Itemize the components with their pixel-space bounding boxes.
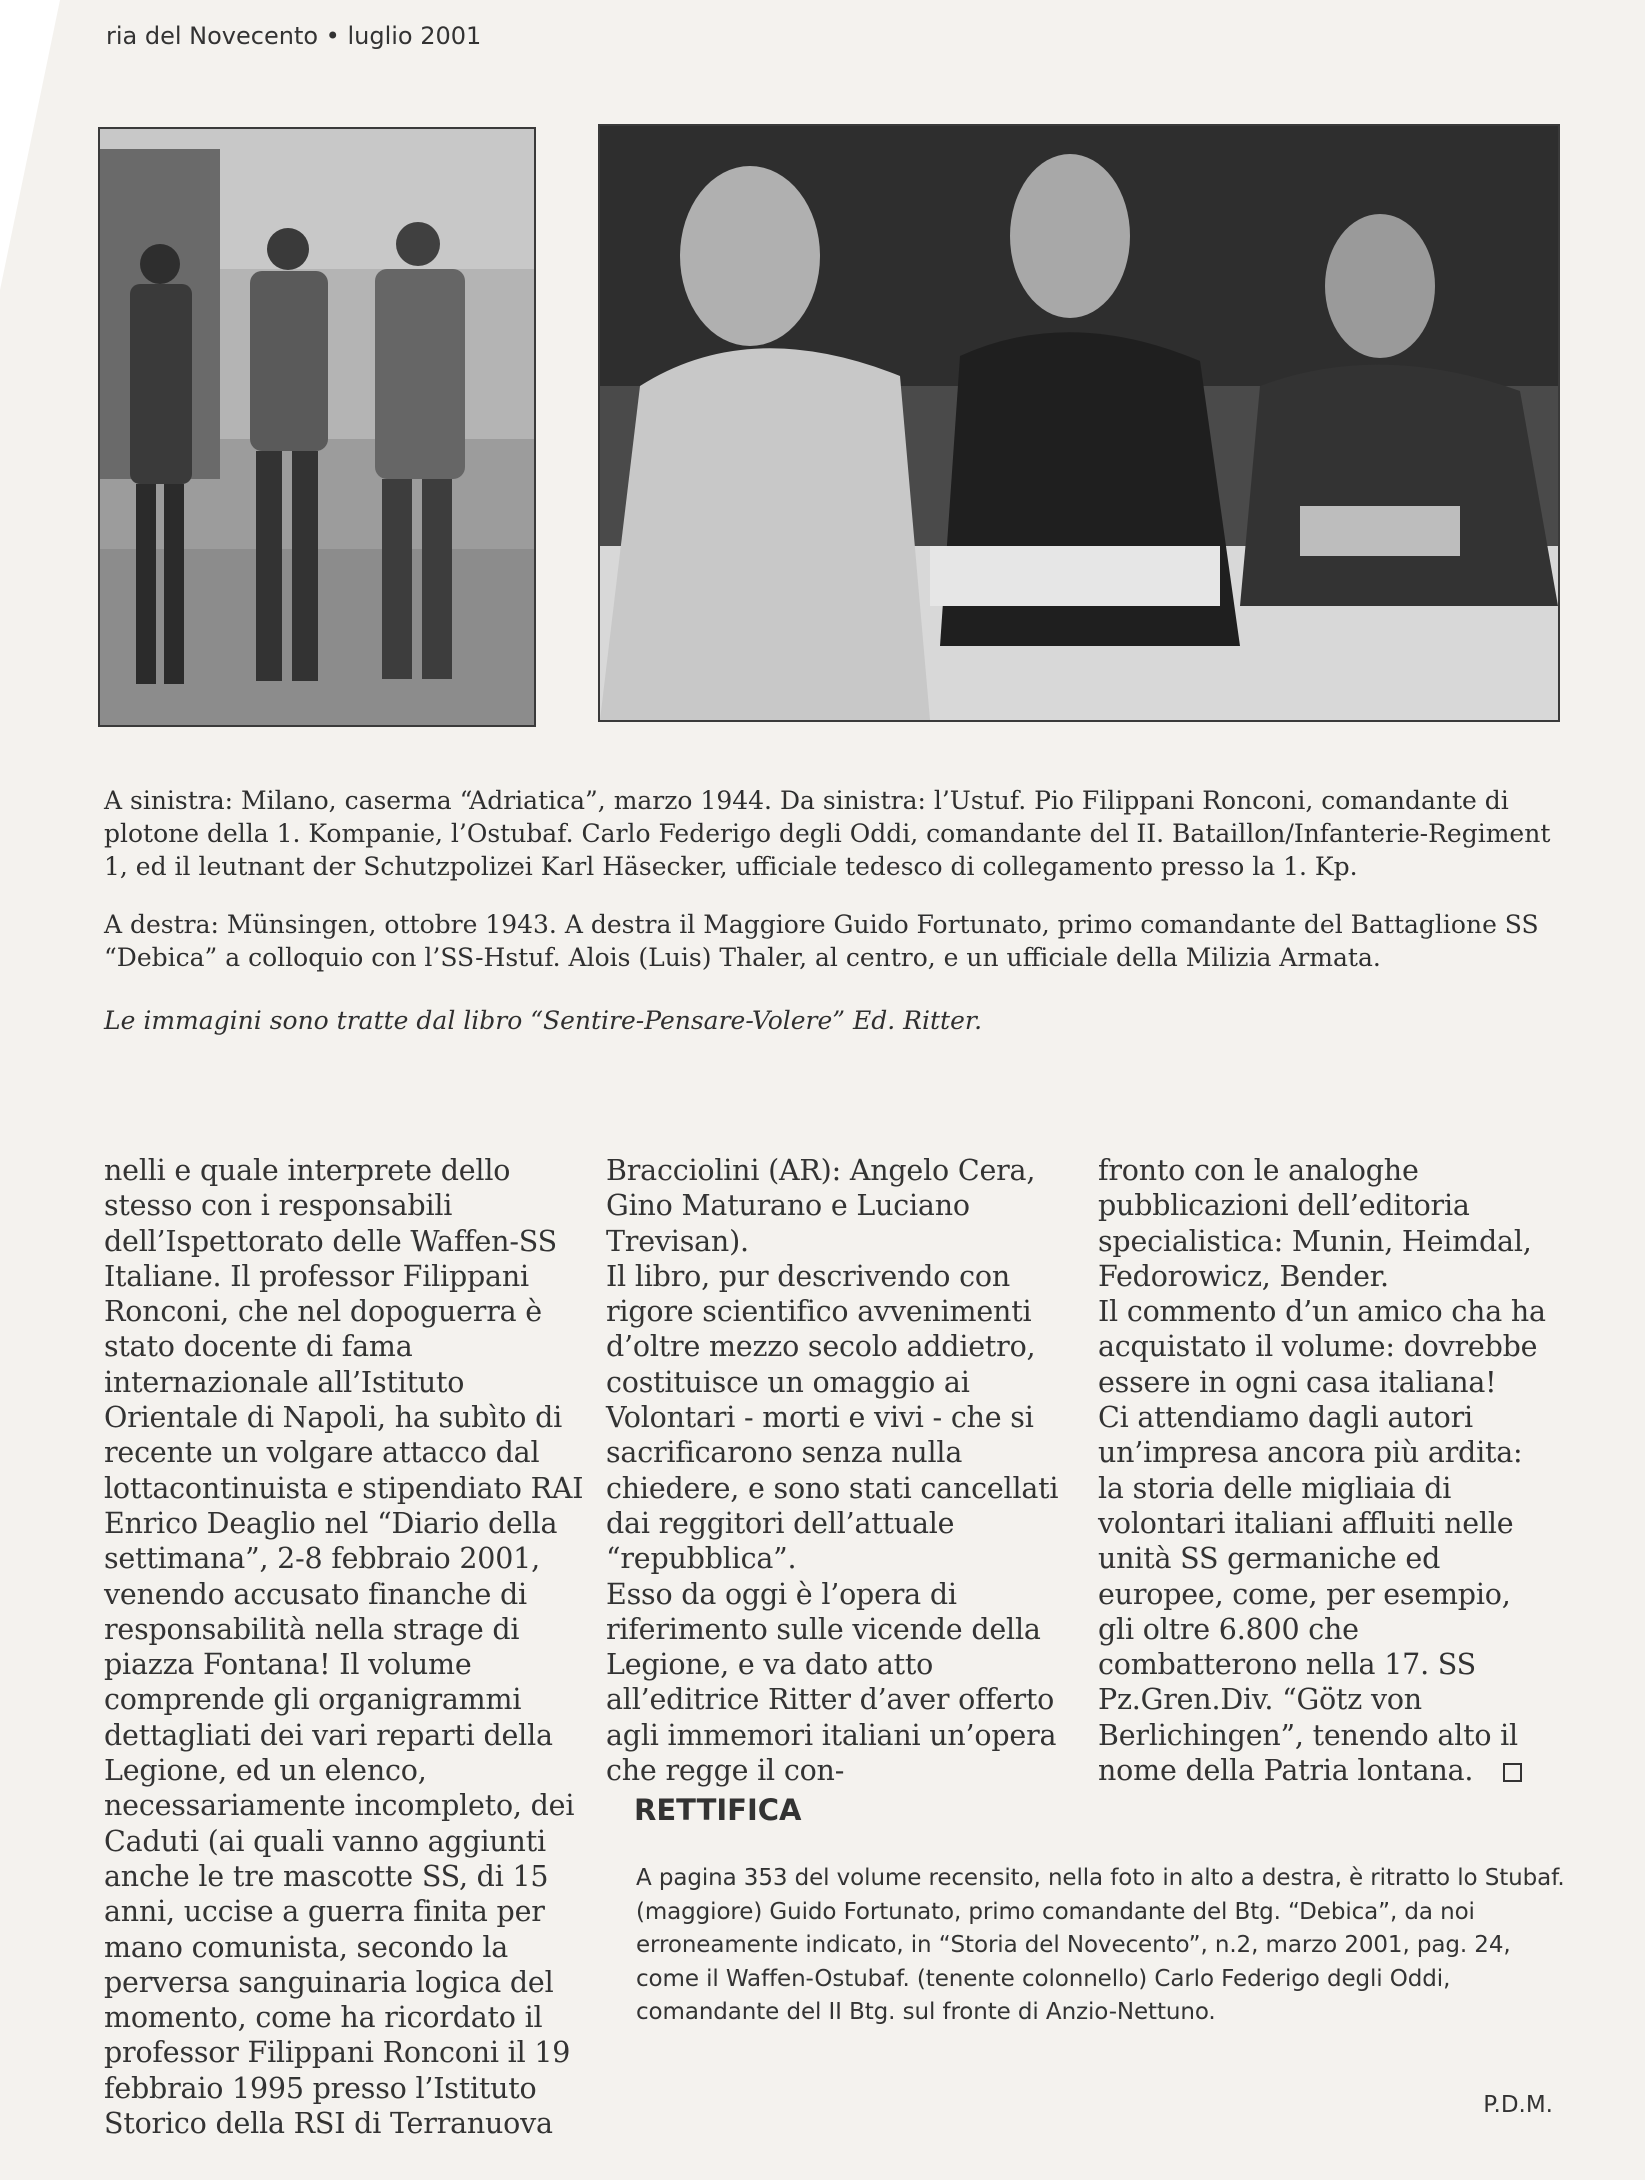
article-paragraph: Esso da oggi è l’opera di riferimento sulle vicende della Legione, e va dato atto all’editrice Ritter d’aver offerto agli immemori italiani un’opera che regge il con-: [606, 1577, 1057, 1788]
photo-left: [98, 127, 536, 727]
article-paragraph: fronto con le analoghe pubblicazioni dell’editoria specialistica: Munin, Heimdal, Fedorowicz, Bender.: [1098, 1154, 1532, 1293]
photo-right: [598, 124, 1560, 722]
caption-image-source: Le immagini sono tratte dal libro “Sentire-Pensare-Volere” Ed. Ritter.: [104, 1006, 983, 1035]
article-column-1: [104, 1153, 584, 2141]
caption-right-photo: A destra: Münsingen, ottobre 1943. A destra il Maggiore Guido Fortunato, primo comandante del Battaglione SS “Debica” a colloquio con l’SS-Hstuf. Alois (Luis) Thaler, al centro, e un ufficiale della Milizia Armata.: [104, 910, 1539, 972]
article-paragraph: Bracciolini (AR): Angelo Cera, Gino Maturano e Luciano Trevisan).: [606, 1154, 1036, 1258]
photo-right-image: [600, 126, 1558, 720]
scan-edge: [0, 0, 60, 290]
article-paragraph: Il commento d’un amico cha ha acquistato il volume: dovrebbe essere in ogni casa italiana!: [1098, 1295, 1546, 1399]
photo-left-image: [100, 129, 534, 725]
article-column-2: [606, 1153, 1076, 1788]
article-paragraph: nelli e quale interprete dello stesso con i responsabili dell’Ispettorato delle Waffen-SS Italiane. Il professor Filippani Ronconi, che nel dopoguerra è stato docente di fama internazionale all’Istituto Orientale di Napoli, ha subìto di recente un volgare attacco dal lottacontinuista e stipendiato RAI Enrico Deaglio nel “Diario della settimana”, 2-8 febbraio 2001, venendo accusato finanche di responsabilità nella strage di piazza Fontana! Il volume comprende gli organigrammi dettagliati dei vari reparti della Legione, ed un elenco, necessariamente incompleto, dei Caduti (ai quali vanno aggiunti anche le tre mascotte SS, di 15 anni, uccise a guerra finita per mano comunista, secondo la perversa sanguinaria logica del momento, come ha ricordato il professor Filippani Ronconi il 19 febbraio 1995 presso l’Istituto Storico della RSI di Terranuova: [104, 1154, 584, 2141]
article-paragraph: [1098, 1400, 1546, 1788]
rettifica-body: A pagina 353 del volume recensito, nella foto in alto a destra, è ritratto lo Stubaf. (maggiore) Guido Fortunato, primo comandante del Btg. “Debica”, da noi erroneamente indicato, in “Storia del Novecento”, n.2, marzo 2001, pag. 24, come il Waffen-Ostubaf. (tenente colonnello) Carlo Federigo degli Oddi, comandante del II Btg. sul fronte di Anzio-Nettuno.: [636, 1865, 1565, 2025]
caption-left-photo: A sinistra: Milano, caserma “Adriatica”, marzo 1944. Da sinistra: l’Ustuf. Pio Filippani Ronconi, comandante di plotone della 1. Kompanie, l’Ostubaf. Carlo Federigo degli Oddi, comandante del II. Bataillon/Infanterie-Regiment 1, ed il leutnant der Schutzpolizei Karl Häsecker, ufficiale tedesco di collegamento presso la 1. Kp.: [104, 786, 1551, 881]
article-closing-text: Ci attendiamo dagli autori un’impresa ancora più ardita: la storia delle migliaia di volontari italiani affluiti nelle unità SS germaniche ed europee, come, per esempio, gli oltre 6.800 che combatterono nella 17. SS Pz.Gren.Div. “Götz von Berlichingen”, tenendo alto il nome della Patria lontana.: [1098, 1401, 1523, 1788]
signature: P.D.M.: [1483, 2092, 1553, 2118]
end-of-article-icon: [1503, 1763, 1522, 1782]
running-header: ria del Novecento • luglio 2001: [106, 22, 482, 50]
rettifica-title: RETTIFICA: [634, 1793, 802, 1827]
article-column-3: [1098, 1153, 1546, 1788]
article-paragraph: Il libro, pur descrivendo con rigore scientifico avvenimenti d’oltre mezzo secolo addietro, costituisce un omaggio ai Volontari - morti e vivi - che si sacrificarono senza nulla chiedere, e sono stati cancellati dai reggitori dell’attuale “repubblica”.: [606, 1259, 1059, 1576]
